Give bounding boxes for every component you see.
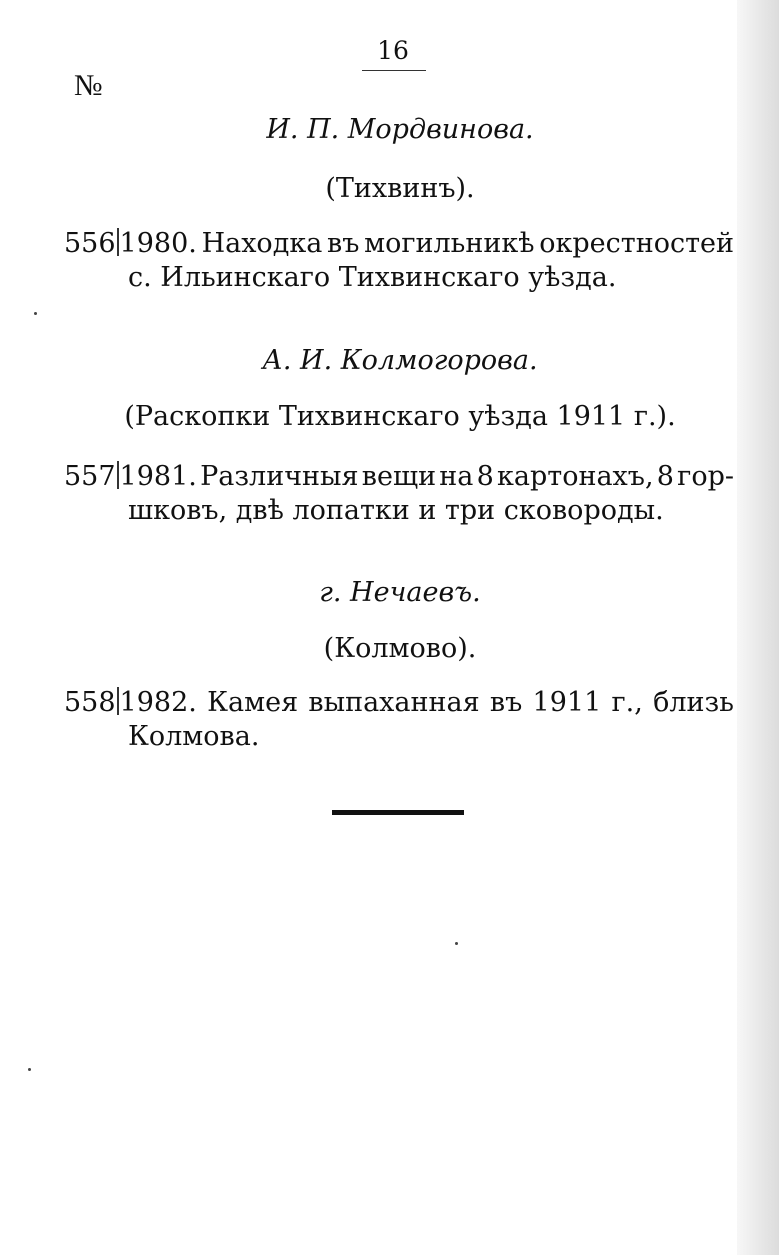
entry-continuation: шковъ, двѣ лопатки и три сковороды. bbox=[128, 495, 664, 526]
entry-word: картонахъ, bbox=[497, 461, 654, 492]
entry-continuation: с. Ильинскаго Тихвинскаго уѣзда. bbox=[128, 262, 617, 293]
entry-word: могильникѣ bbox=[364, 228, 535, 259]
entry-word: гор- bbox=[677, 461, 734, 492]
number-sign: № bbox=[74, 69, 103, 102]
section-author: А. И. Колмогорова. bbox=[262, 345, 538, 376]
end-rule bbox=[332, 810, 464, 815]
entry-word: въ bbox=[489, 687, 523, 718]
section-place: (Раскопки Тихвинскаго уѣзда 1911 г.). bbox=[124, 401, 676, 432]
entry-word: 8 bbox=[476, 461, 494, 492]
entry-word: въ bbox=[327, 228, 360, 259]
entry-word: г., bbox=[611, 687, 643, 718]
entry-continuation: Колмова. bbox=[128, 721, 260, 752]
page-edge-shadow bbox=[737, 0, 779, 1255]
catalog-entry bbox=[64, 227, 734, 295]
entry-number: 558 1982. bbox=[64, 687, 197, 718]
entry-number: 556 1980. bbox=[64, 228, 197, 259]
page-number: 16 bbox=[377, 36, 409, 65]
section-place: (Тихвинъ). bbox=[325, 173, 475, 204]
entry-first-line bbox=[64, 460, 734, 494]
section-author: г. Нечаевъ. bbox=[319, 577, 481, 608]
entry-first-line bbox=[64, 227, 734, 261]
paper-speck bbox=[28, 1068, 31, 1071]
entry-word: вещи bbox=[361, 461, 437, 492]
entry-first-line bbox=[64, 686, 734, 720]
entry-word: окрестностей bbox=[539, 228, 734, 259]
paper-speck bbox=[34, 312, 37, 315]
entry-word: Камея bbox=[207, 687, 299, 718]
entry-word: Различныя bbox=[200, 461, 359, 492]
catalog-entry bbox=[64, 686, 734, 754]
page-number-rule bbox=[362, 70, 426, 71]
entry-word: выпаханная bbox=[308, 687, 480, 718]
entry-word: близь bbox=[653, 687, 734, 718]
entry-word: на bbox=[439, 461, 474, 492]
paper-speck bbox=[455, 942, 458, 945]
entry-word: Находка bbox=[201, 228, 323, 259]
entry-number: 557 1981. bbox=[64, 461, 197, 492]
catalog-entry bbox=[64, 460, 734, 528]
section-author: И. П. Мордвинова. bbox=[266, 114, 534, 145]
entry-word: 8 bbox=[656, 461, 674, 492]
section-place: (Колмово). bbox=[323, 633, 477, 664]
entry-word: 1911 bbox=[532, 687, 602, 718]
